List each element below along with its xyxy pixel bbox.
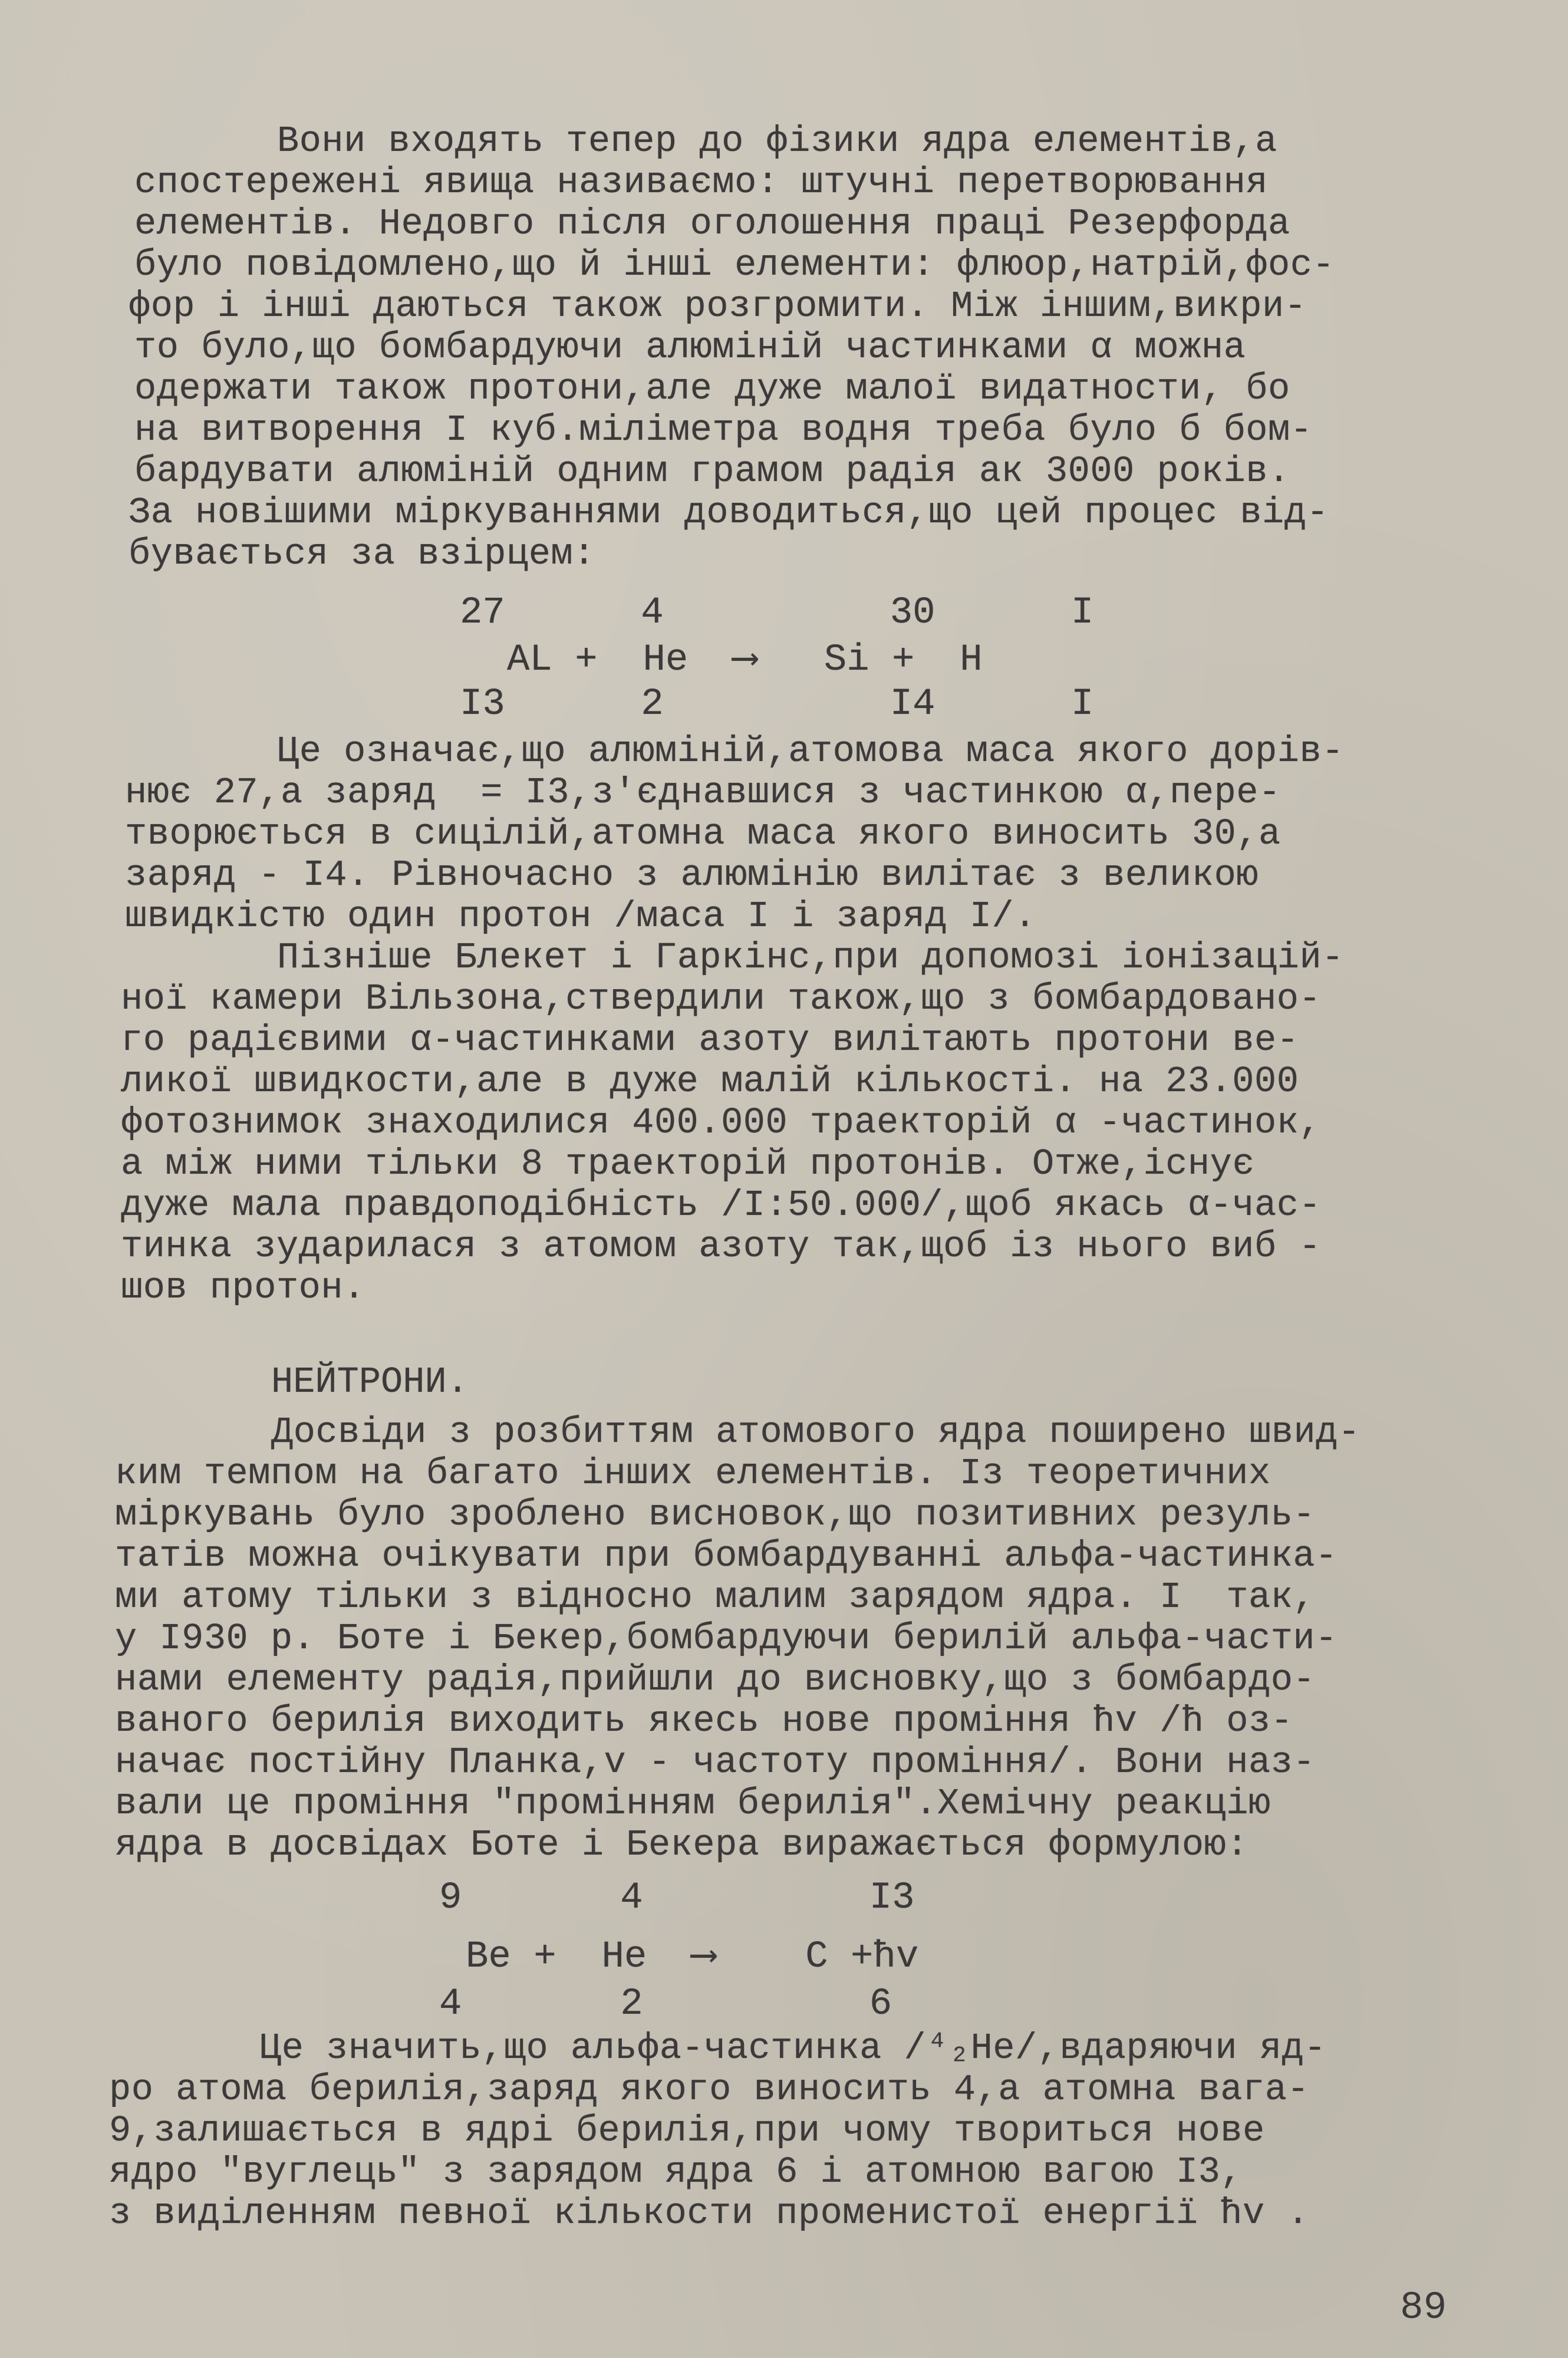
text-line: то було,що бомбардуючи алюміній частинками α можна (134, 327, 1246, 368)
text-line: елементів. Недовго після оголошення праці Резерфорда (134, 203, 1290, 245)
text-line: тинка зударилася з атомом азоту так,щоб із нього виб - (121, 1226, 1322, 1267)
text-line: начає постійну Планка,v - частоту проміння/. Вони наз- (115, 1741, 1316, 1783)
text-line: нами елементу радія,прийшли до висновку,що з бомбардо- (115, 1659, 1316, 1701)
text-line: спостережені явища називаємо: штучні перетворювання (134, 162, 1269, 203)
text-line: ядра в досвідах Боте і Бекера виражається формулою: (115, 1824, 1249, 1866)
text-line: Досвіди з розбиттям атомового ядра поширено швид- (271, 1411, 1361, 1453)
text-line: Це означає,що алюміній,атомова маса якого дорів- (277, 730, 1344, 772)
formula-mass-numbers: 27 4 30 I (460, 592, 1094, 634)
text-line: ної камери Вільзона,ствердили також,що з бомбардовано- (121, 978, 1322, 1020)
text-line: татів можна очікувати при бомбардуванні альфа-частинка- (115, 1535, 1338, 1577)
text-line: ро атома берилія,заряд якого виносить 4,а атомна вага- (109, 2069, 1310, 2110)
text-line: на витворення I куб.міліметра водня треба було б бом- (134, 409, 1313, 451)
formula-mass-numbers: 9 4 I3 (439, 1877, 915, 1919)
text-line: ядро "вуглець" з зарядом ядра 6 і атомною вагою I3, (109, 2151, 1243, 2193)
text-line: творюється в сицілій,атомна маса якого виносить 30,а (125, 813, 1281, 855)
page-number: 89 (1400, 2285, 1447, 2330)
text-line: швидкістю один протон /маса I і заряд I/. (125, 895, 1036, 937)
text-line: ваного берилія виходить якесь нове проміння ħv /ħ оз- (115, 1700, 1293, 1742)
text-line: міркувань було зроблено висновок,що позитивних резуль- (115, 1494, 1316, 1536)
text-line: 9,залишається в ядрі берилія,при чому твориться нове (109, 2110, 1265, 2152)
text-line: заряд - I4. Рівночасно з алюмінію вилітає з великою (125, 854, 1259, 896)
text-line: ми атому тільки з відносно малим зарядом ядра. I так, (115, 1576, 1316, 1618)
text-line: Вони входять тепер до фізики ядра елементів,а (277, 120, 1277, 162)
text-line: бардувати алюміній одним грамом радія ак 3000 років. (134, 450, 1290, 492)
text-line: було повідомлено,що й інші елементи: флюор,натрій,фос- (134, 244, 1335, 286)
text-line: бувається за взірцем: (129, 533, 595, 575)
text-line: ким темпом на багато інших елементів. Із теоретичних (115, 1453, 1271, 1494)
text-line: ликої швидкости,але в дуже малій кількості. на 23.000 (121, 1061, 1299, 1102)
formula-charge-numbers: I3 2 I4 I (460, 683, 1094, 726)
formula-charge-numbers: 4 2 6 (439, 1983, 892, 2026)
text-line: го радієвими α-частинками азоту вилітають протони ве- (121, 1019, 1299, 1061)
text-line: з виділенням певної кількости променистої енергії ħv . (109, 2192, 1310, 2234)
text-line: шов протон. (121, 1267, 365, 1309)
text-line: нює 27,а заряд = I3,з'єднавшися з частинкою α,пере- (125, 772, 1281, 814)
text-line: а між ними тільки 8 траекторій протонів. Отже,існує (121, 1143, 1255, 1185)
text-line: Це значить,що альфа-частинка /⁴₂He/,вдаряючи яд- (259, 2027, 1326, 2069)
text-line: вали це проміння "промінням берилія".Хемічну реакцію (115, 1783, 1271, 1825)
section-heading: НЕЙТРОНИ. (271, 1361, 469, 1403)
text-line: одержати також протони,але дуже малої видатности, бо (134, 368, 1290, 410)
formula-equation: Be + He ⟶ C +ħv (466, 1936, 919, 1978)
text-line: дуже мала правдоподібність /I:50.000/,щоб якась α-час- (121, 1184, 1322, 1226)
text-line: фотознимок знаходилися 400.000 траекторій α -частинок, (121, 1102, 1322, 1144)
text-line: За новішими міркуваннями доводиться,що цей процес від- (129, 492, 1329, 533)
text-line: у I930 р. Боте і Бекер,бомбардуючи берилій альфа-части- (115, 1618, 1338, 1659)
formula-equation: AL + He ⟶ Si + H (507, 639, 983, 681)
text-line: фор і інші даються також розгромити. Між іншим,викри- (129, 285, 1307, 327)
text-line: Пізніше Блекет і Гаркінс,при допомозі іонізацій- (277, 937, 1344, 979)
